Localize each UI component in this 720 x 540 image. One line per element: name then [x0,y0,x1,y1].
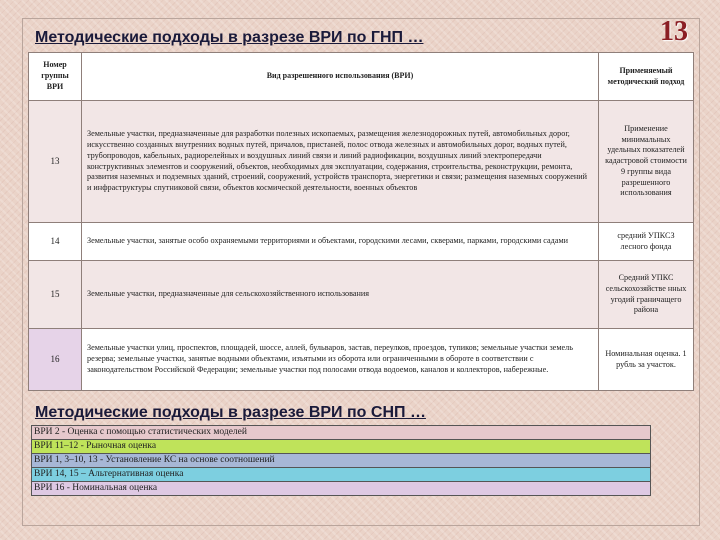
row-vri-text: Земельные участки, предназначенные для сельскохозяйственного использования [82,261,599,329]
row-approach: Применение минимальных удельных показателей кадастровой стоимости 9 группы вида разрешенного использования [599,101,694,223]
table-row [29,261,694,329]
row-approach: Номинальная оценка. 1 рубль за участок. [599,329,694,391]
row-approach: средний УПКСЗ лесного фонда [599,223,694,261]
row-group-number: 13 [29,101,82,223]
legend-item: ВРИ 2 - Оценка с помощью статистических моделей [31,425,651,440]
vri-table [28,52,694,391]
table-row [29,223,694,261]
header-vri: Вид разрешенного использования (ВРИ) [82,53,599,101]
row-vri-text: Земельные участки, предназначенные для разработки полезных ископаемых, размещения железнодорожных путей, автомобильных дорог, искусственно созданных внутренних водных путей, причалов, пристаней, полос отвода железных и автомобильных дорог, водных путей, трубопроводов, кабельных, радиорелейных и воздушных линий связи и линий радиофикации, воздушных линий электропередачи конструктивных элементов и сооружений, объектов, необходимых для эксплуатации, содержания, строительства, реконструкции, ремонта, развития наземных и подземных зданий, строений, сооружений, устройств транспорта, энергетики и связи; размещения наземных сооружений и инфраструктуры спутниковой связи, объектов космической деятельности, военных объектов [82,101,599,223]
row-group-number: 16 [29,329,82,391]
header-group-number: Номер группы ВРИ [29,53,82,101]
row-approach: Средний УПКС сельскохозяйстве нных угодий граничащего района [599,261,694,329]
legend-item: ВРИ 1, 3–10, 13 - Установление КС на основе соотношений [31,453,651,468]
slide-title-gnp: Методические подходы в разрезе ВРИ по ГНП … [35,29,424,46]
legend-item: ВРИ 14, 15 – Альтернативная оценка [31,467,651,482]
row-group-number: 14 [29,223,82,261]
slide-title-snp: Методические подходы в разрезе ВРИ по СНП … [35,404,426,421]
row-vri-text: Земельные участки, занятые особо охраняемыми территориями и объектами, городскими лесами, скверами, парками, городскими садами [82,223,599,261]
slide-number: 13 [660,16,688,47]
legend-item: ВРИ 16 - Номинальная оценка [31,481,651,496]
table-header-row [29,53,694,101]
row-vri-text: Земельные участки улиц, проспектов, площадей, шоссе, аллей, бульваров, застав, переулков, проездов, тупиков; земельные участки земель резерва; земельные участки, занятые водными объектами, изъятыми из оборота или ограниченными в обороте в соответствии с законодательством Российской Федерации; земельные участки под полосами отвода водоемов, каналов и коллекторов, набережные. [82,329,599,391]
row-group-number: 15 [29,261,82,329]
legend-item: ВРИ 11–12 - Рыночная оценка [31,439,651,454]
table-row [29,329,694,391]
header-approach: Применяемый методический подход [599,53,694,101]
table-row [29,101,694,223]
legend [31,426,651,496]
